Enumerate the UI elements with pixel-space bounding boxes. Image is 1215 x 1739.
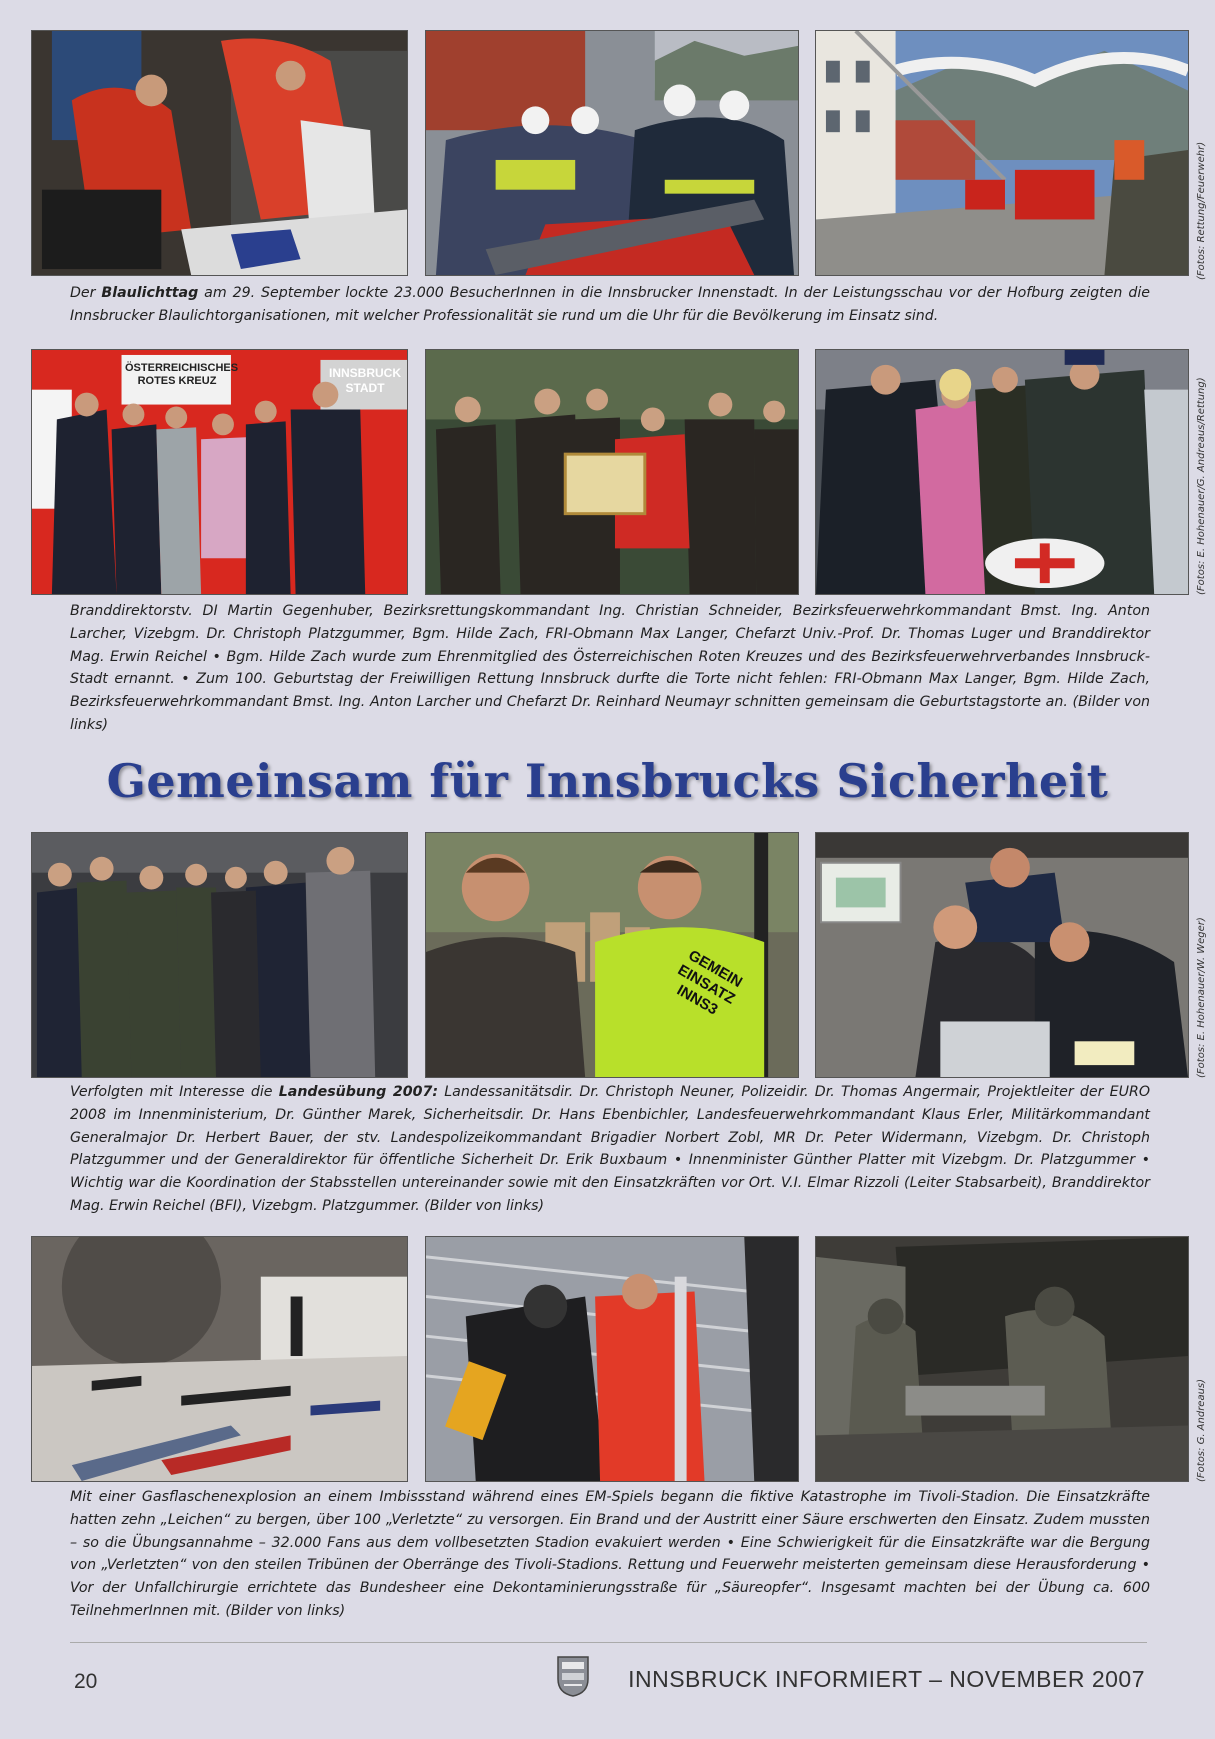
photo-stadium-evacuation bbox=[425, 1236, 799, 1482]
sign-innsbruck-stadt: INNSBRUCK STADT bbox=[329, 366, 401, 395]
caption-blaulichttag: Der Blaulichttag am 29. September lockte 23.000 BesucherInnen in die Innsbrucker Innenstadt. In der Leistungsschau vor der Hofburg zeigten die Innsbrucker Blaulichtorganisationen, mit welcher Professionalität sie rund um die Uhr für die Bevölkerung im Einsatz sind. bbox=[70, 285, 1150, 324]
photo-firefighters-car-rescue bbox=[425, 30, 799, 276]
photo-row-blaulichttag bbox=[31, 30, 1189, 276]
photo-command-staff bbox=[815, 832, 1189, 1078]
photo-row-rotes-kreuz bbox=[31, 349, 1189, 595]
footer-divider bbox=[70, 1642, 1147, 1643]
photo-officials-group bbox=[31, 832, 408, 1078]
photo-credit-1: (Fotos: Rettung/Feuerwehr) bbox=[1196, 141, 1207, 280]
photo-decontamination-tent bbox=[815, 1236, 1189, 1482]
photo-row-tivoli bbox=[31, 1236, 1189, 1482]
innsbruck-crest-icon bbox=[556, 1655, 590, 1697]
caption-landesuebung: Verfolgten mit Interesse die Landesübung 2007: Landessanitätsdir. Dr. Christoph Neuner, Polizeidir. Dr. Thomas Angermair, Projektleiter der EURO 2008 im Innenministerium, Dr. Günther Marek, Sicherheitsdir. Dr. Hans Ebenbichler, Landesfeuerwehrkommandant Klaus Erler, Militärkommandant Generalmajor Dr. Herbert Bauer, der stv. Landespolizeikommandant Brigadier Norbert Zobl, MR Dr. Peter Widermann, Vizebgm. Dr. Christoph Platzgummer und der Generaldirektor für öffentliche Sicherheit Dr. Erik Buxbaum • Innenminister Günther Platter mit Vizebgm. Dr. Platzgummer • Wichtig war die Koordination der Stabsstellen untereinander sowie mit den Einsatzkräften vor Ort. V.I. Elmar Rizzoli (Leiter Stabsarbeit), Branddirektor Mag. Erwin Reichel (BFI), Vizebgm. Platzgummer. (Bilder von links) bbox=[70, 1084, 1151, 1214]
page-number: 20 bbox=[74, 1670, 98, 1693]
photo-credit-4: (Fotos: G. Andreaus) bbox=[1196, 1378, 1207, 1482]
caption-tivoli: Mit einer Gasflaschenexplosion an einem Imbissstand während eines EM-Spiels begann die fiktive Katastrophe im Tivoli-Stadion. Die Einsatzkräfte hatten zehn „Leichen“ zu bergen, über 100 „Verletzte“ zu versorgen. Ein Brand und der Austritt einer Säure erschwerten den Einsatz. Zudem mussten – so die Übungsannahme – 32.000 Fans aus dem vollbesetzten Stadion evakuiert werden • Eine Schwierigkeit für die Einsatzkräfte war die Bergung von „Verletzten“ von den steilen Tribünen der Oberränge des Tivoli-Stadions. Rettung und Feuerwehr meisterten gemeinsam diese Herausforderung • Vor der Unfallchirurgie errichtete das Bundesheer eine Dekontaminierungsstraße für „Säureopfer“. Insgesamt machten bei der Übung ca. 600 TeilnehmerInnen mit. (Bilder von links) bbox=[70, 1489, 1150, 1619]
caption-rotes-kreuz: Branddirektorstv. DI Martin Gegenhuber, Bezirksrettungskommandant Ing. Christian Schneider, Bezirksfeuerwehrkommandant Bmst. Ing. Anton Larcher, Vizebgm. Dr. Christoph Platzgummer, Bgm. Hilde Zach, FRI-Obmann Max Langer, Chefarzt Univ.-Prof. Dr. Thomas Luger und Branddirektor Mag. Erwin Reichel • Bgm. Hilde Zach wurde zum Ehrenmitglied des Österreichischen Roten Kreuzes und des Bezirksfeuerwehrverbandes Innsbruck-Stadt ernannt. • Zum 100. Geburtstag der Freiwilligen Rettung Innsbruck durfte die Torte nicht fehlen: FRI-Obmann Max Langer, Bgm. Hilde Zach, Bezirksfeuerwehrkommandant Bmst. Ing. Anton Larcher und Chefarzt Dr. Reinhard Neumayr schnitten gemeinsam die Geburtstagstorte an. (Bilder von links) bbox=[70, 603, 1150, 733]
photo-minister-platter bbox=[425, 832, 799, 1078]
photo-credit-3: (Fotos: E. Hohenauer/W. Weger) bbox=[1196, 917, 1207, 1078]
photo-honorary-certificate bbox=[425, 349, 799, 595]
photo-explosion-victims bbox=[31, 1236, 408, 1482]
photo-row-landesuebung bbox=[31, 832, 1189, 1078]
publication-title: INNSBRUCK INFORMIERT – NOVEMBER 2007 bbox=[628, 1666, 1145, 1692]
vest-lettering: GEMEIN EINSATZ INNS3 bbox=[673, 946, 746, 1019]
sign-rotes-kreuz: ÖSTERREICHISCHES ROTES KREUZ bbox=[125, 362, 239, 387]
photo-handshake-group bbox=[31, 349, 408, 595]
page-headline: Gemeinsam für Innsbrucks Sicherheit bbox=[106, 754, 1109, 808]
photo-paramedics-demo bbox=[31, 30, 408, 276]
photo-birthday-cake bbox=[815, 349, 1189, 595]
photo-credit-2: (Fotos: E. Hohenauer/G. Andreaus/Rettung) bbox=[1196, 377, 1207, 595]
photo-fire-engines-square bbox=[815, 30, 1189, 276]
